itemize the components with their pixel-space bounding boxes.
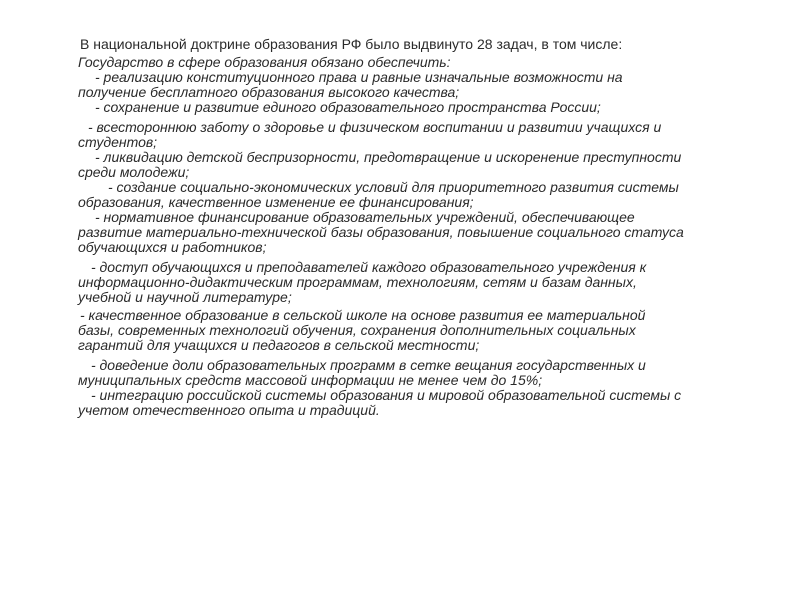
- list-item: [78, 70, 778, 100]
- item-line: - доступ обучающихся и преподавателей каждого образовательного учреждения к: [91, 259, 647, 275]
- item-line: муниципальных средств массовой информации не менее чем до 15%;: [78, 372, 543, 388]
- item-line: - нормативное финансирование образовательных учреждений, обеспечивающее: [95, 209, 635, 225]
- item-line: - качественное образование в сельской школе на основе развития ее материальной: [80, 307, 646, 323]
- list-item: [78, 358, 778, 388]
- list-item: [78, 388, 778, 418]
- intro-text: В национальной доктрине образования РФ было выдвинуто 28 задач, в том числе:: [80, 36, 623, 52]
- item-line: - реализацию конституционного права и равные изначальные возможности на: [95, 69, 623, 85]
- item-line: - ликвидацию детской беспризорности, предотвращение и искоренение преступности: [95, 149, 682, 165]
- item-line: среди молодежи;: [78, 164, 190, 180]
- item-line: - сохранение и развитие единого образовательного пространства России;: [95, 99, 601, 115]
- list-item: [78, 308, 778, 353]
- list-item: [78, 260, 778, 305]
- item-line: студентов;: [78, 134, 158, 150]
- list-item: [78, 210, 778, 255]
- item-line: обучающихся и работников;: [78, 239, 267, 255]
- list-item: [78, 120, 778, 150]
- slide-content: [78, 37, 778, 418]
- list-item: [78, 100, 778, 115]
- item-line: информационно-дидактическим программам, технологиям, сетям и базам данных,: [78, 274, 637, 290]
- item-line: - интеграцию российской системы образования и мировой образовательной системы с: [91, 387, 682, 403]
- tasks-body: [78, 55, 778, 418]
- list-item: [78, 150, 778, 180]
- item-line: учебной и научной литературе;: [78, 289, 292, 305]
- item-line: учетом отечественного опыта и традиций.: [78, 402, 380, 418]
- item-line: базы, современных технологий обучения, сохранения дополнительных социальных: [78, 322, 636, 338]
- item-line: развитие материально-технической базы образования, повышение социального статуса: [78, 224, 684, 240]
- item-line: гарантий для учащихся и педагогов в сельской местности;: [78, 337, 480, 353]
- item-line: - доведение доли образовательных программ в сетке вещания государственных и: [91, 357, 646, 373]
- item-line: - создание социально-экономических условий для приоритетного развития системы: [108, 179, 679, 195]
- item-line: получение бесплатного образования высокого качества;: [78, 84, 460, 100]
- lead-text: Государство в сфере образования обязано обеспечить:: [78, 54, 451, 70]
- list-item: [78, 180, 778, 210]
- item-line: - всестороннюю заботу о здоровье и физическом воспитании и развитии учащихся и: [88, 119, 662, 135]
- item-line: образования, качественное изменение ее финансирования;: [78, 194, 474, 210]
